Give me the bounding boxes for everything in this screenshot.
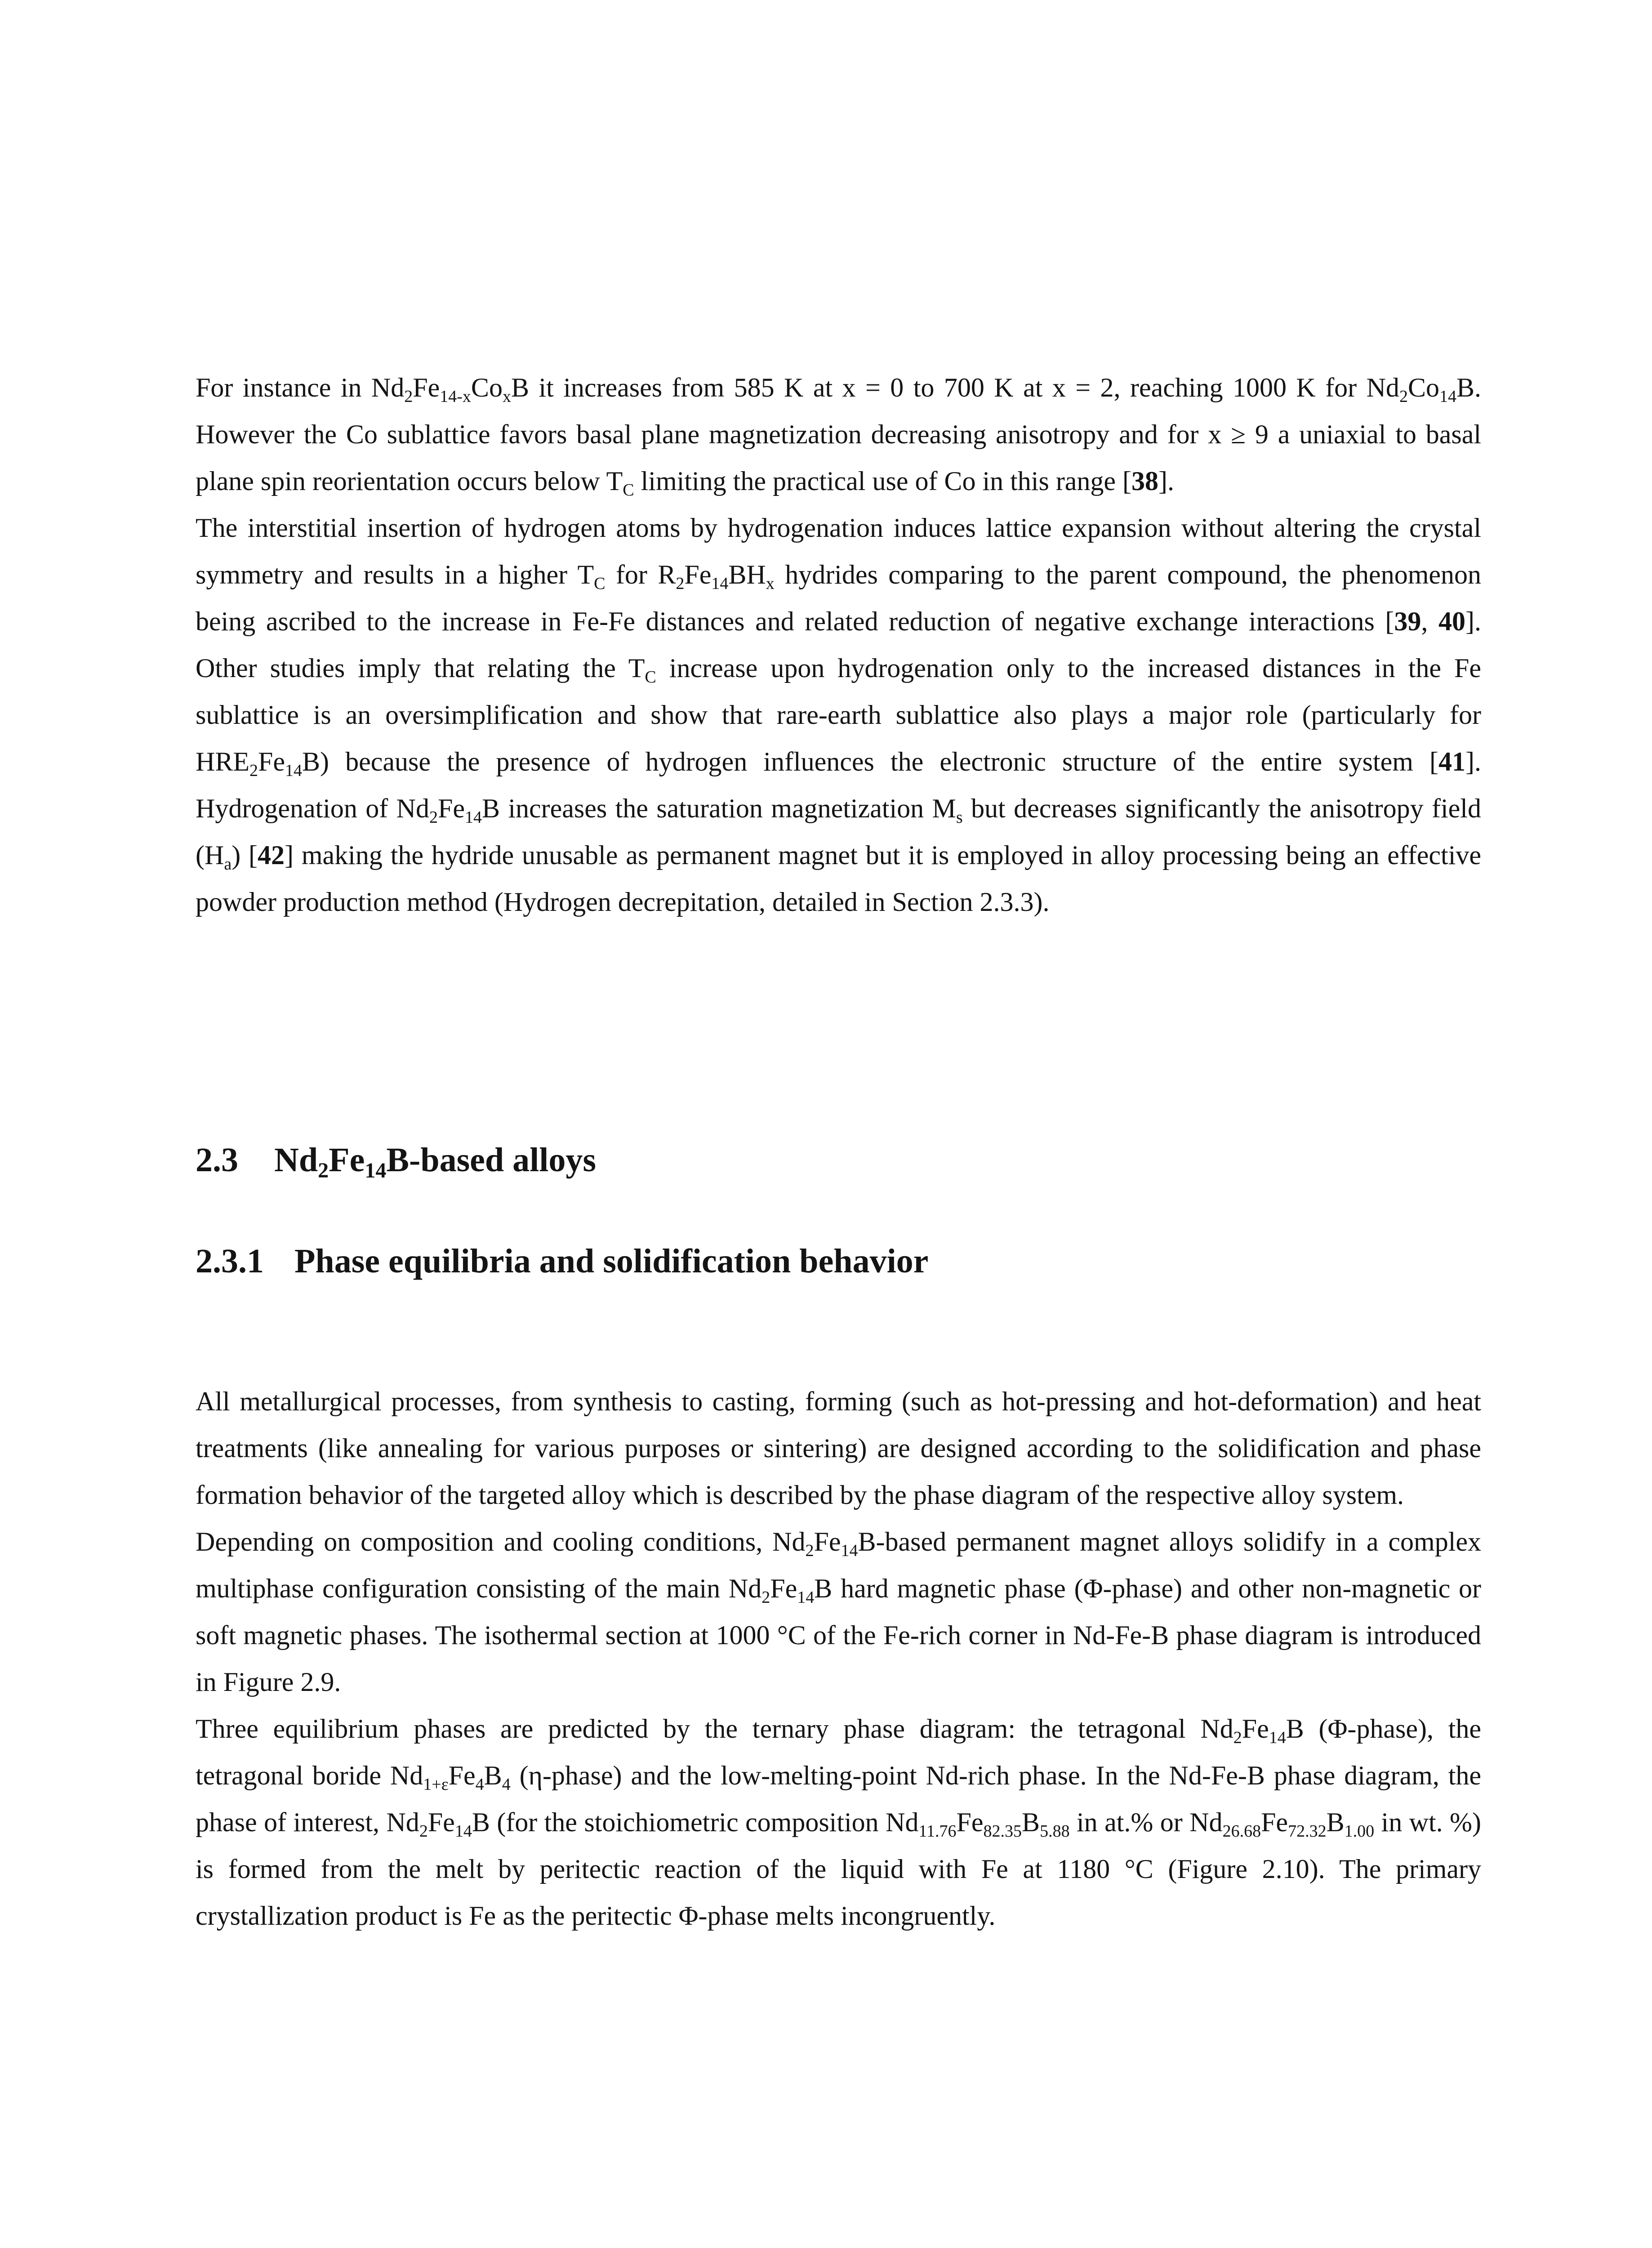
subscript: 1.00 (1344, 1822, 1375, 1841)
section-heading (196, 1140, 596, 1180)
subscript: 82.35 (983, 1822, 1022, 1841)
subscript: 2 (1399, 387, 1408, 406)
citation-ref: 38 (1131, 466, 1159, 496)
subsection-title: Phase equilibria and solidification behavior (294, 1242, 929, 1280)
subscript: 2 (676, 574, 685, 593)
citation-ref: 39 (1394, 607, 1421, 636)
subscript: 14 (365, 1159, 387, 1182)
subscript: 14 (1269, 1728, 1286, 1747)
subscript: 2 (249, 761, 258, 780)
subscript: 5.88 (1040, 1822, 1070, 1841)
paragraph: All metallurgical processes, from synthesis to casting, forming (such as hot-pressing and hot-deformation) and heat treatments (like annealing for various purposes or sintering) are designed according to the solidification and phase formation behavior of the targeted alloy which is described by the phase diagram of the respective alloy system. (196, 1387, 1481, 1510)
subscript: 14 (464, 808, 482, 827)
subscript: 2 (805, 1541, 814, 1560)
subscript: x (502, 387, 511, 406)
subscript: 14 (711, 574, 729, 593)
subscript: 14 (841, 1541, 858, 1560)
section-title: $Nd_2Fe_{14}B$-based alloys (274, 1141, 596, 1182)
citation-ref: 42 (258, 840, 285, 870)
subscript: 14 (454, 1822, 472, 1841)
paragraph: Three equilibrium phases are predicted by the ternary phase diagram: the tetragonal $Nd_2Fe_{14}B$ (Φ-phase), the tetragonal boride $Nd_{1+\varepsilon}Fe_4B_4$ (η-phase) and the low-melting-point Nd-rich phase. In the Nd-Fe-B phase diagram, the phase of interest, $Nd_2Fe_{14}B$ (for the stoichiometric composition $Nd_{11.76}Fe_{82.35}B_{5.88}$ in at.% or $Nd_{26.68}Fe_{72.32}B_{1.00}$ in wt. %) is formed from the melt by peritectic reaction of the liquid with Fe at 1180 °C (Figure 2.10). The primary crystallization product is Fe as the peritectic Φ-phase melts incongruently. (196, 1714, 1482, 1931)
subsection-number: 2.3.1 (196, 1242, 264, 1280)
citation-ref: 41 (1438, 747, 1466, 776)
subscript: x (766, 574, 775, 593)
subscript: 2 (761, 1588, 770, 1607)
subscript: 4 (502, 1775, 511, 1794)
section-2-3-1-body (196, 1378, 1481, 1939)
subscript: C (623, 481, 634, 500)
subscript: 1+ε (423, 1775, 449, 1794)
subscript: 14 (797, 1588, 815, 1607)
paragraph: Depending on composition and cooling conditions, $Nd_2Fe_{14}B$-based permanent magnet alloys solidify in a complex multiphase configuration consisting of the main $Nd_2Fe_{14}B$ hard magnetic phase (Φ-phase) and other non-magnetic or soft magnetic phases. The isothermal section at 1000 °C of the Fe-rich corner in Nd-Fe-B phase diagram is introduced in Figure 2.9. (196, 1527, 1482, 1697)
subscript: 2 (419, 1822, 428, 1841)
subscript: 2 (429, 808, 438, 827)
subscript: 4 (475, 1775, 484, 1794)
subsection-heading (196, 1241, 928, 1281)
subscript: 2 (1233, 1728, 1242, 1747)
subscript: C (645, 668, 656, 687)
subscript: a (224, 855, 232, 874)
paragraph: For instance in $Nd_2Fe_{14-x}Co_xB$ it increases from 585 K at x = 0 to 700 K at x = 2, reaching 1000 K for $Nd_2Co_{14}B$. However the Co sublattice favors basal plane magnetization decreasing anisotropy and for x ≥ 9 a uniaxial to basal plane spin reorientation occurs below $T_C$ limiting the practical use of Co in this range [38]. (196, 373, 1481, 500)
subscript: 72.32 (1288, 1822, 1327, 1841)
subscript: 2 (404, 387, 413, 406)
section-intro-body (196, 364, 1481, 925)
paragraph: The interstitial insertion of hydrogen atoms by hydrogenation induces lattice expansion without altering the crystal symmetry and results in a higher $T_C$ for $R_2Fe_{14}BH_x$ hydrides comparing to the parent compound, the phenomenon being ascribed to the increase in Fe-Fe distances and related reduction of negative exchange interactions [39, 40]. Other studies imply that relating the $T_C$ increase upon hydrogenation only to the increased distances in the Fe sublattice is an oversimplification and show that rare-earth sublattice also plays a major role (particularly for $HRE_2Fe_{14}B$) because the presence of hydrogen influences the electronic structure of the entire system [41]. Hydrogenation of $Nd_2Fe_{14}B$ increases the saturation magnetization $M_s$ but decreases significantly the anisotropy field $(H_a)$ [42] making the hydride unusable as permanent magnet but it is employed in alloy processing being an effective powder production method (Hydrogen decrepitation, detailed in Section 2.3.3). (196, 513, 1482, 917)
citation-ref: 40 (1438, 607, 1466, 636)
subscript: 2 (318, 1159, 329, 1182)
subscript: s (956, 808, 963, 827)
subscript: 11.76 (918, 1822, 957, 1841)
subscript: 14-x (440, 387, 471, 406)
subscript: 26.68 (1222, 1822, 1261, 1841)
section-number: 2.3 (196, 1141, 238, 1179)
subscript: 14 (1439, 387, 1456, 406)
subscript: C (594, 574, 606, 593)
subscript: 14 (285, 761, 302, 780)
